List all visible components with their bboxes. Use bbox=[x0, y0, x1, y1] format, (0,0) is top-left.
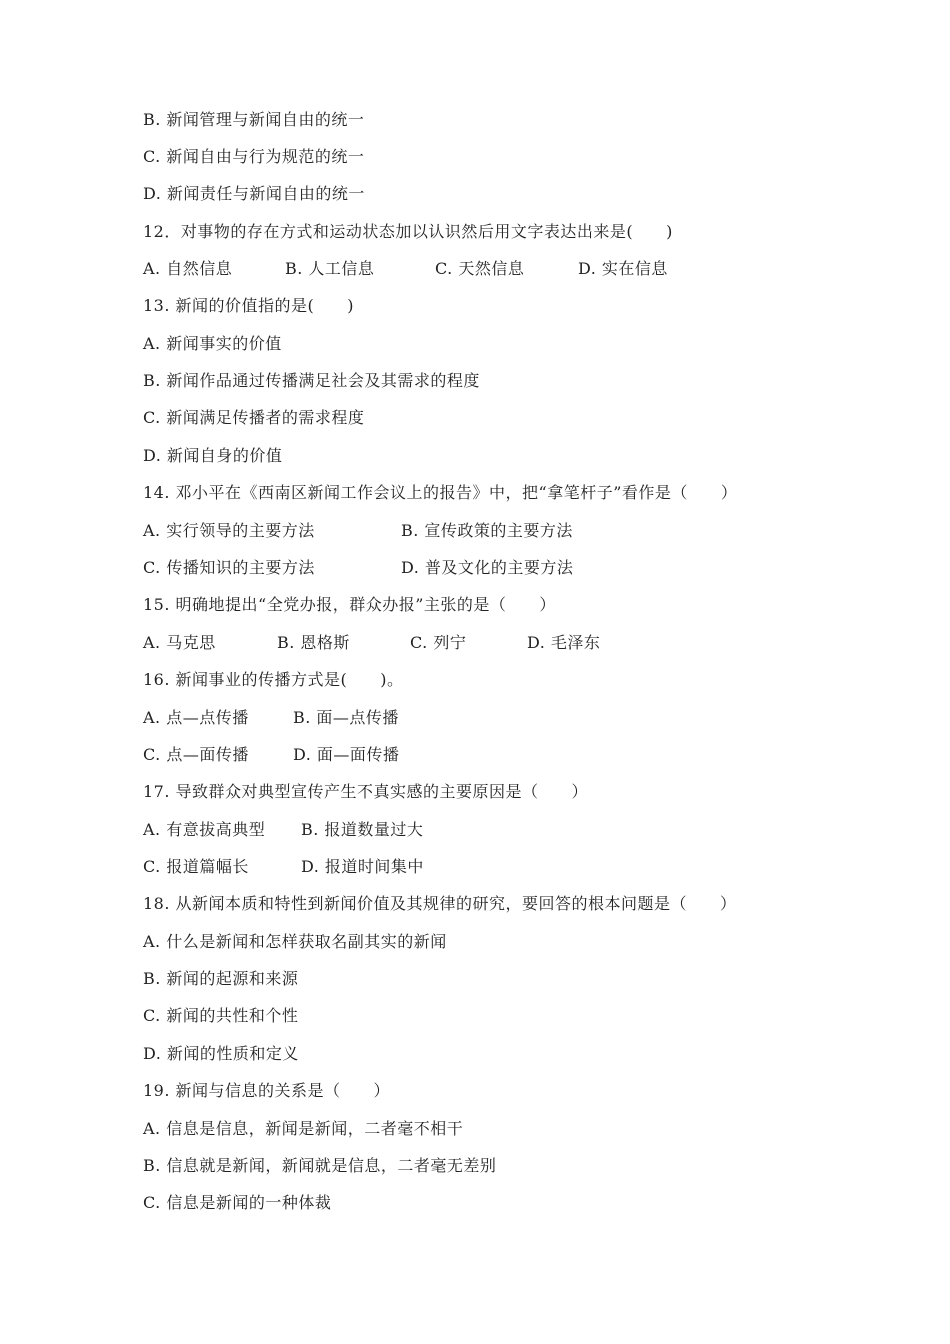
q13-question: 13. 新闻的价值指的是( ) bbox=[143, 296, 355, 315]
q13-option-a: A. 新闻事实的价值 bbox=[143, 334, 282, 353]
q12-option-d: D. 实在信息 bbox=[578, 259, 668, 278]
q18-option-b: B. 新闻的起源和来源 bbox=[143, 969, 299, 988]
q11-option-b: B. 新闻管理与新闻自由的统一 bbox=[143, 110, 365, 129]
q14-question: 14. 邓小平在《西南区新闻工作会议上的报告》中，把“拿笔杆子”看作是（ ） bbox=[143, 483, 738, 502]
q16-option-a: A. 点—点传播 bbox=[143, 708, 249, 727]
q16-option-b: B. 面—点传播 bbox=[293, 708, 399, 727]
q14-option-a: A. 实行领导的主要方法 bbox=[143, 521, 315, 540]
q16-option-c: C. 点—面传播 bbox=[143, 745, 249, 764]
q17-option-d: D. 报道时间集中 bbox=[301, 857, 424, 876]
q14-option-d: D. 普及文化的主要方法 bbox=[401, 558, 574, 577]
q16-question: 16. 新闻事业的传播方式是( )。 bbox=[143, 670, 404, 689]
q15-option-c: C. 列宁 bbox=[410, 633, 467, 652]
q12-option-b: B. 人工信息 bbox=[285, 259, 375, 278]
q17-option-b: B. 报道数量过大 bbox=[301, 820, 424, 839]
q13-option-b: B. 新闻作品通过传播满足社会及其需求的程度 bbox=[143, 371, 480, 390]
q13-option-d: D. 新闻自身的价值 bbox=[143, 446, 283, 465]
q18-question: 18. 从新闻本质和特性到新闻价值及其规律的研究，要回答的根本问题是（ ） bbox=[143, 894, 737, 913]
q19-option-a: A. 信息是信息，新闻是新闻，二者毫不相干 bbox=[143, 1119, 464, 1138]
q18-option-c: C. 新闻的共性和个性 bbox=[143, 1006, 299, 1025]
q18-option-a: A. 什么是新闻和怎样获取名副其实的新闻 bbox=[143, 932, 447, 951]
q19-option-b: B. 信息就是新闻，新闻就是信息，二者毫无差别 bbox=[143, 1156, 497, 1175]
q14-option-c: C. 传播知识的主要方法 bbox=[143, 558, 315, 577]
q11-option-d: D. 新闻责任与新闻自由的统一 bbox=[143, 184, 365, 203]
q18-option-d: D. 新闻的性质和定义 bbox=[143, 1044, 299, 1063]
q13-option-c: C. 新闻满足传播者的需求程度 bbox=[143, 408, 365, 427]
q17-question: 17. 导致群众对典型宣传产生不真实感的主要原因是（ ） bbox=[143, 782, 589, 801]
q15-option-b: B. 恩格斯 bbox=[277, 633, 350, 652]
q15-question: 15. 明确地提出“全党办报，群众办报”主张的是（ ） bbox=[143, 595, 556, 614]
q19-question: 19. 新闻与信息的关系是（ ） bbox=[143, 1081, 391, 1100]
q14-option-b: B. 宣传政策的主要方法 bbox=[401, 521, 573, 540]
q17-option-c: C. 报道篇幅长 bbox=[143, 857, 249, 876]
q11-option-c: C. 新闻自由与行为规范的统一 bbox=[143, 147, 365, 166]
q16-option-d: D. 面—面传播 bbox=[293, 745, 400, 764]
q15-option-d: D. 毛泽东 bbox=[527, 633, 601, 652]
q12-option-c: C. 天然信息 bbox=[435, 259, 525, 278]
q17-option-a: A. 有意拔高典型 bbox=[143, 820, 266, 839]
q15-option-a: A. 马克思 bbox=[143, 633, 216, 652]
q12-question: 12．对事物的存在方式和运动状态加以认识然后用文字表达出来是( ) bbox=[143, 222, 673, 241]
q12-option-a: A. 自然信息 bbox=[143, 259, 233, 278]
q19-option-c: C. 信息是新闻的一种体裁 bbox=[143, 1193, 332, 1212]
